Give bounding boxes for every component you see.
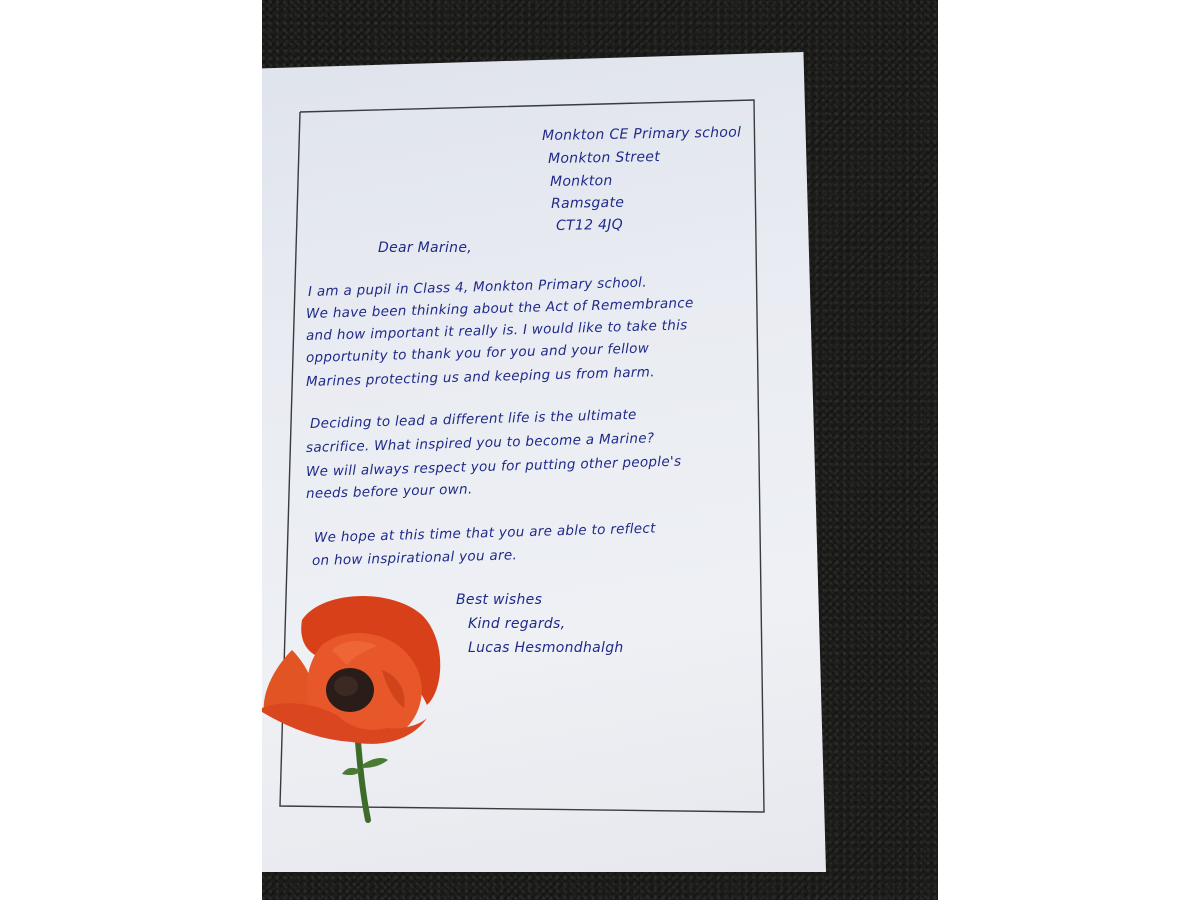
paragraph-3-line: on how inspirational you are. [311,547,518,569]
address-line-school: Monkton CE Primary school [541,124,742,144]
poppy-illustration [262,590,452,825]
closing-best-wishes: Best wishes [456,592,543,608]
closing-kind-regards: Kind regards, [468,616,566,632]
letter-greeting: Dear Marine, [378,240,473,256]
paragraph-1-line: We have been thinking about the Act of Remembrance [305,295,694,322]
paragraph-2-line: needs before your own. [305,481,473,502]
paragraph-2-line: We will always respect you for putting other people's [305,453,682,480]
address-line-village: Monkton [549,172,613,190]
address-line-street: Monkton Street [547,149,661,167]
signature: Lucas Hesmondhalgh [468,640,624,656]
paragraph-1-line: I am a pupil in Class 4, Monkton Primary school. [307,274,648,300]
paragraph-2-line: Deciding to lead a different life is the ultimate [309,406,637,432]
paragraph-1-line: Marines protecting us and keeping us from harm. [305,364,655,390]
paragraph-1-line: and how important it really is. I would like to take this [305,317,688,344]
address-line-postcode: CT12 4JQ [555,216,624,234]
paragraph-2-line: sacrifice. What inspired you to become a Marine? [305,430,655,456]
address-line-town: Ramsgate [550,194,625,212]
paragraph-1-line: opportunity to thank you for you and your fellow [305,340,650,366]
paragraph-3-line: We hope at this time that you are able to reflect [313,520,656,546]
